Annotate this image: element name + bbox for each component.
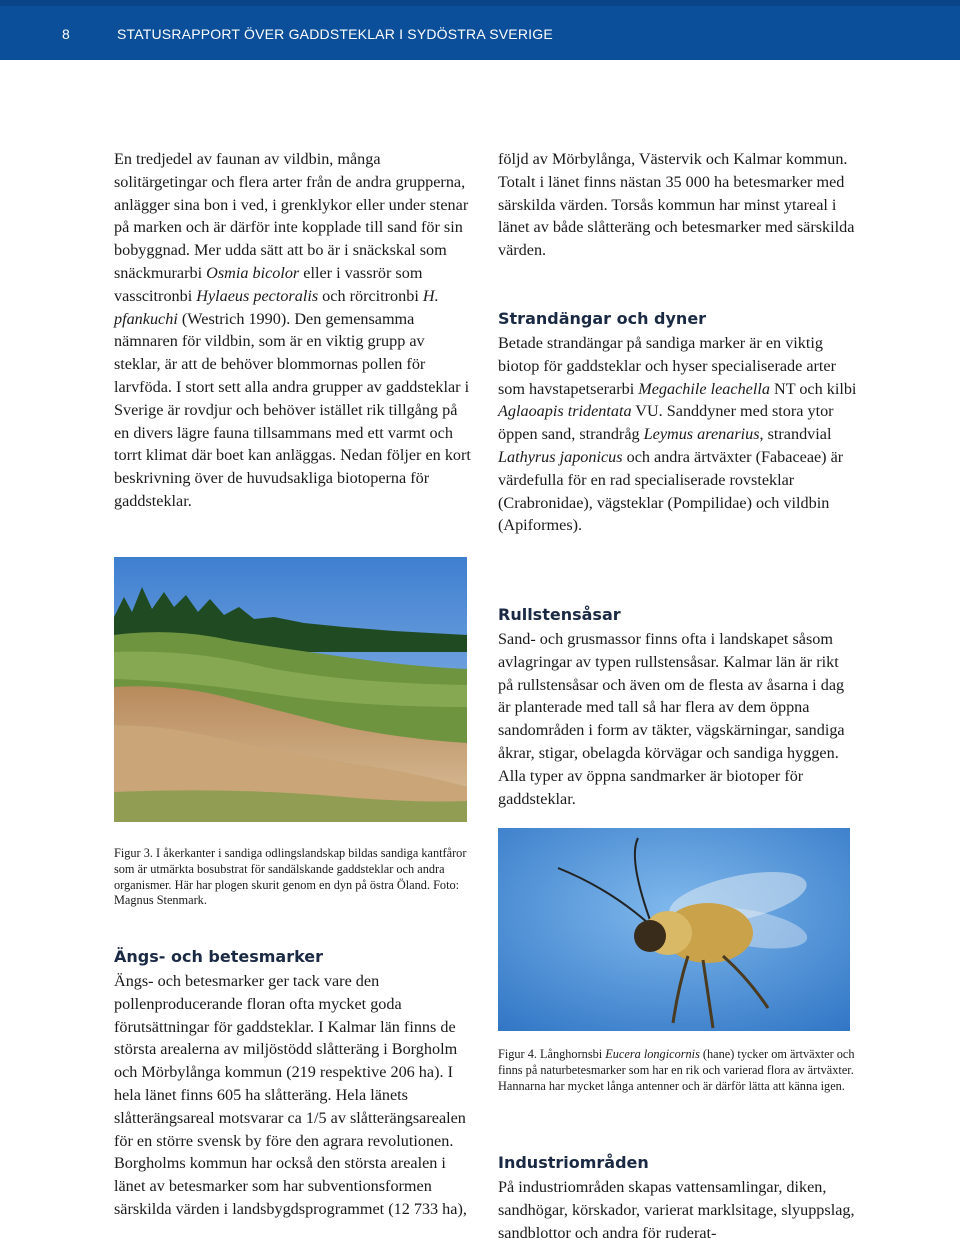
intro-text-c: och rörcitronbi [318,286,423,305]
figure4-caption-a: Figur 4. Långhornsbi [498,1047,606,1061]
heading-industriomraden: Industriområden [498,1153,649,1172]
intro-text-a: En tredjedel av faunan av vildbin, många solitärgetingar och flera arter från de andra grupperna, anlägger sina bon i ved, i grenklykor eller under stenar på marken och är därför inte kopplade till sand för sin bobyggnad. Mer udda sätt att bo är i snäckskal som snäckmurarbi [114,150,469,282]
strand-text-c: VU. Sanddyner med stora ytor öppen sand, strandråg [498,402,834,444]
strand-text-b: NT och kilbi [769,379,857,398]
header-top-band [0,0,960,6]
angs-paragraph: Ängs- och betesmarker ger tack vare den pollenproducerande floran ofta mycket goda förutsättningar för gaddsteklar. I Kalmar län finns de största arealerna av miljöstödd slåtteräng i Borgholm och Mörbylånga kommun (219 respektive 206 ha). I hela länet finns 605 ha slåtteräng. Hela länets slåtterängsareal motsvarar ca 1/5 av slåtterängsarealen för en större svensk by före den agrara revolutionen. Borgholms kommun har också den största arealen i länet av betesmarker som har subventionsformen särskilda värden i landsbygdsprogrammet (12 733 ha), [114,972,467,1218]
strand-text-e: och andra ärtväxter (Fabaceae) är värdefulla för en rad specialiserade rovsteklar (Crabronidae), vägsteklar (Pompilidae) och vildbin (Apiformes). [498,447,844,535]
heading-rullstensasar: Rullstensåsar [498,605,621,624]
figure3-caption: Figur 3. I åkerkanter i sandiga odlingslandskap bildas sandiga kantfåror som är utmärkta bosubstrat för sandälskande gaddsteklar och andra organismer. Här har plogen skurit genom en dyn på östra Öland. Foto: Magnus Stenmark. [114,846,467,908]
right-column-top [498,148,858,537]
species-osmia: Osmia bicolor [206,263,300,282]
strand-text-a: Betade strandängar på sandiga marker är en viktig biotop för gaddsteklar och hyser specialiserade arter som havstapetserarbi [498,333,837,398]
species-eucera: Eucera longicornis [605,1047,700,1061]
left-column-bottom [114,946,474,1221]
species-leymus: Leymus arenarius [643,425,760,444]
industri-paragraph: På industriområden skapas vattensamlingar, diken, sandhögar, körskador, varierat marklsitage, slyuppslag, sandblottor och andra för ruderat- [498,1178,855,1242]
right-intro-paragraph: följd av Mörbylånga, Västervik och Kalmar kommun. Totalt i länet finns nästan 35 000 ha betesmarker med särskilda värden. Torsås kommun har minst ytareal i länet av både slåtteräng och betesmarker med särskilda värden. [498,150,855,260]
species-lathyrus: Lathyrus japonicus [498,447,623,466]
figure4-caption-b: (hane) tycker om ärtväxter och finns på naturbetesmarker som har en rik och varierad flora av ärtväxter. Hannarna har mycket långa antenner och är därför lätta att känna igen. [498,1047,855,1093]
heading-angs-betesmarker: Ängs- och betesmarker [114,947,324,966]
species-hylaeus: Hylaeus pectoralis [196,286,319,305]
running-title: STATUSRAPPORT ÖVER GADDSTEKLAR I SYDÖSTRA SVERIGE [117,26,553,42]
species-h-pfankuchi: H. pfankuchi [114,286,439,328]
intro-text-b: eller i vassrör som vasscitronbi [114,263,423,305]
page-number: 8 [62,26,70,42]
figure4-caption [498,1047,858,1094]
rullstensasar-paragraph: Sand- och grusmassor finns ofta i landskapet såsom avlagringar av typen rullstensåsar. Kalmar län är rikt på rullstensåsar och även om de flesta av åsarna i dag är planterade med tall så har flera av dem öppna sandområden i form av täkter, vägskärningar, sandiga åkrar, stigar, obelagda körvägar och sandiga hyggen. Alla typer av öppna sandmarker är biotoper för gaddsteklar. [498,630,845,808]
intro-paragraph [114,148,474,513]
intro-text-d: (Westrich 1990). Den gemensamma nämnaren för vildbin, som är en viktig grupp av steklar, är att de behöver blommornas pollen för larvföda. I stort sett alla andra grupper av gaddsteklar i Sverige är rovdjur och behöver istället rik tillgång på en divers lägre fauna tillsammans med ett varmt och torrt klimat där boet kan anläggas. Nedan följer en kort beskrivning över de huvudsakliga biotoperna för gaddsteklar. [114,309,471,510]
figure4-photo [498,828,850,1031]
species-megachile: Megachile leachella [638,379,770,398]
heading-strandangar: Strandängar och dyner [498,308,707,328]
landscape-image [114,557,467,822]
bee-image [498,828,850,1031]
strandangar-paragraph [498,332,858,537]
right-column-bottom [498,1152,858,1244]
right-column-middle [498,604,858,810]
page-header [0,0,960,60]
figure3-photo [114,557,467,822]
species-aglaoapis: Aglaoapis tridentata [498,402,632,421]
strand-text-d: , strandvial [759,425,832,444]
